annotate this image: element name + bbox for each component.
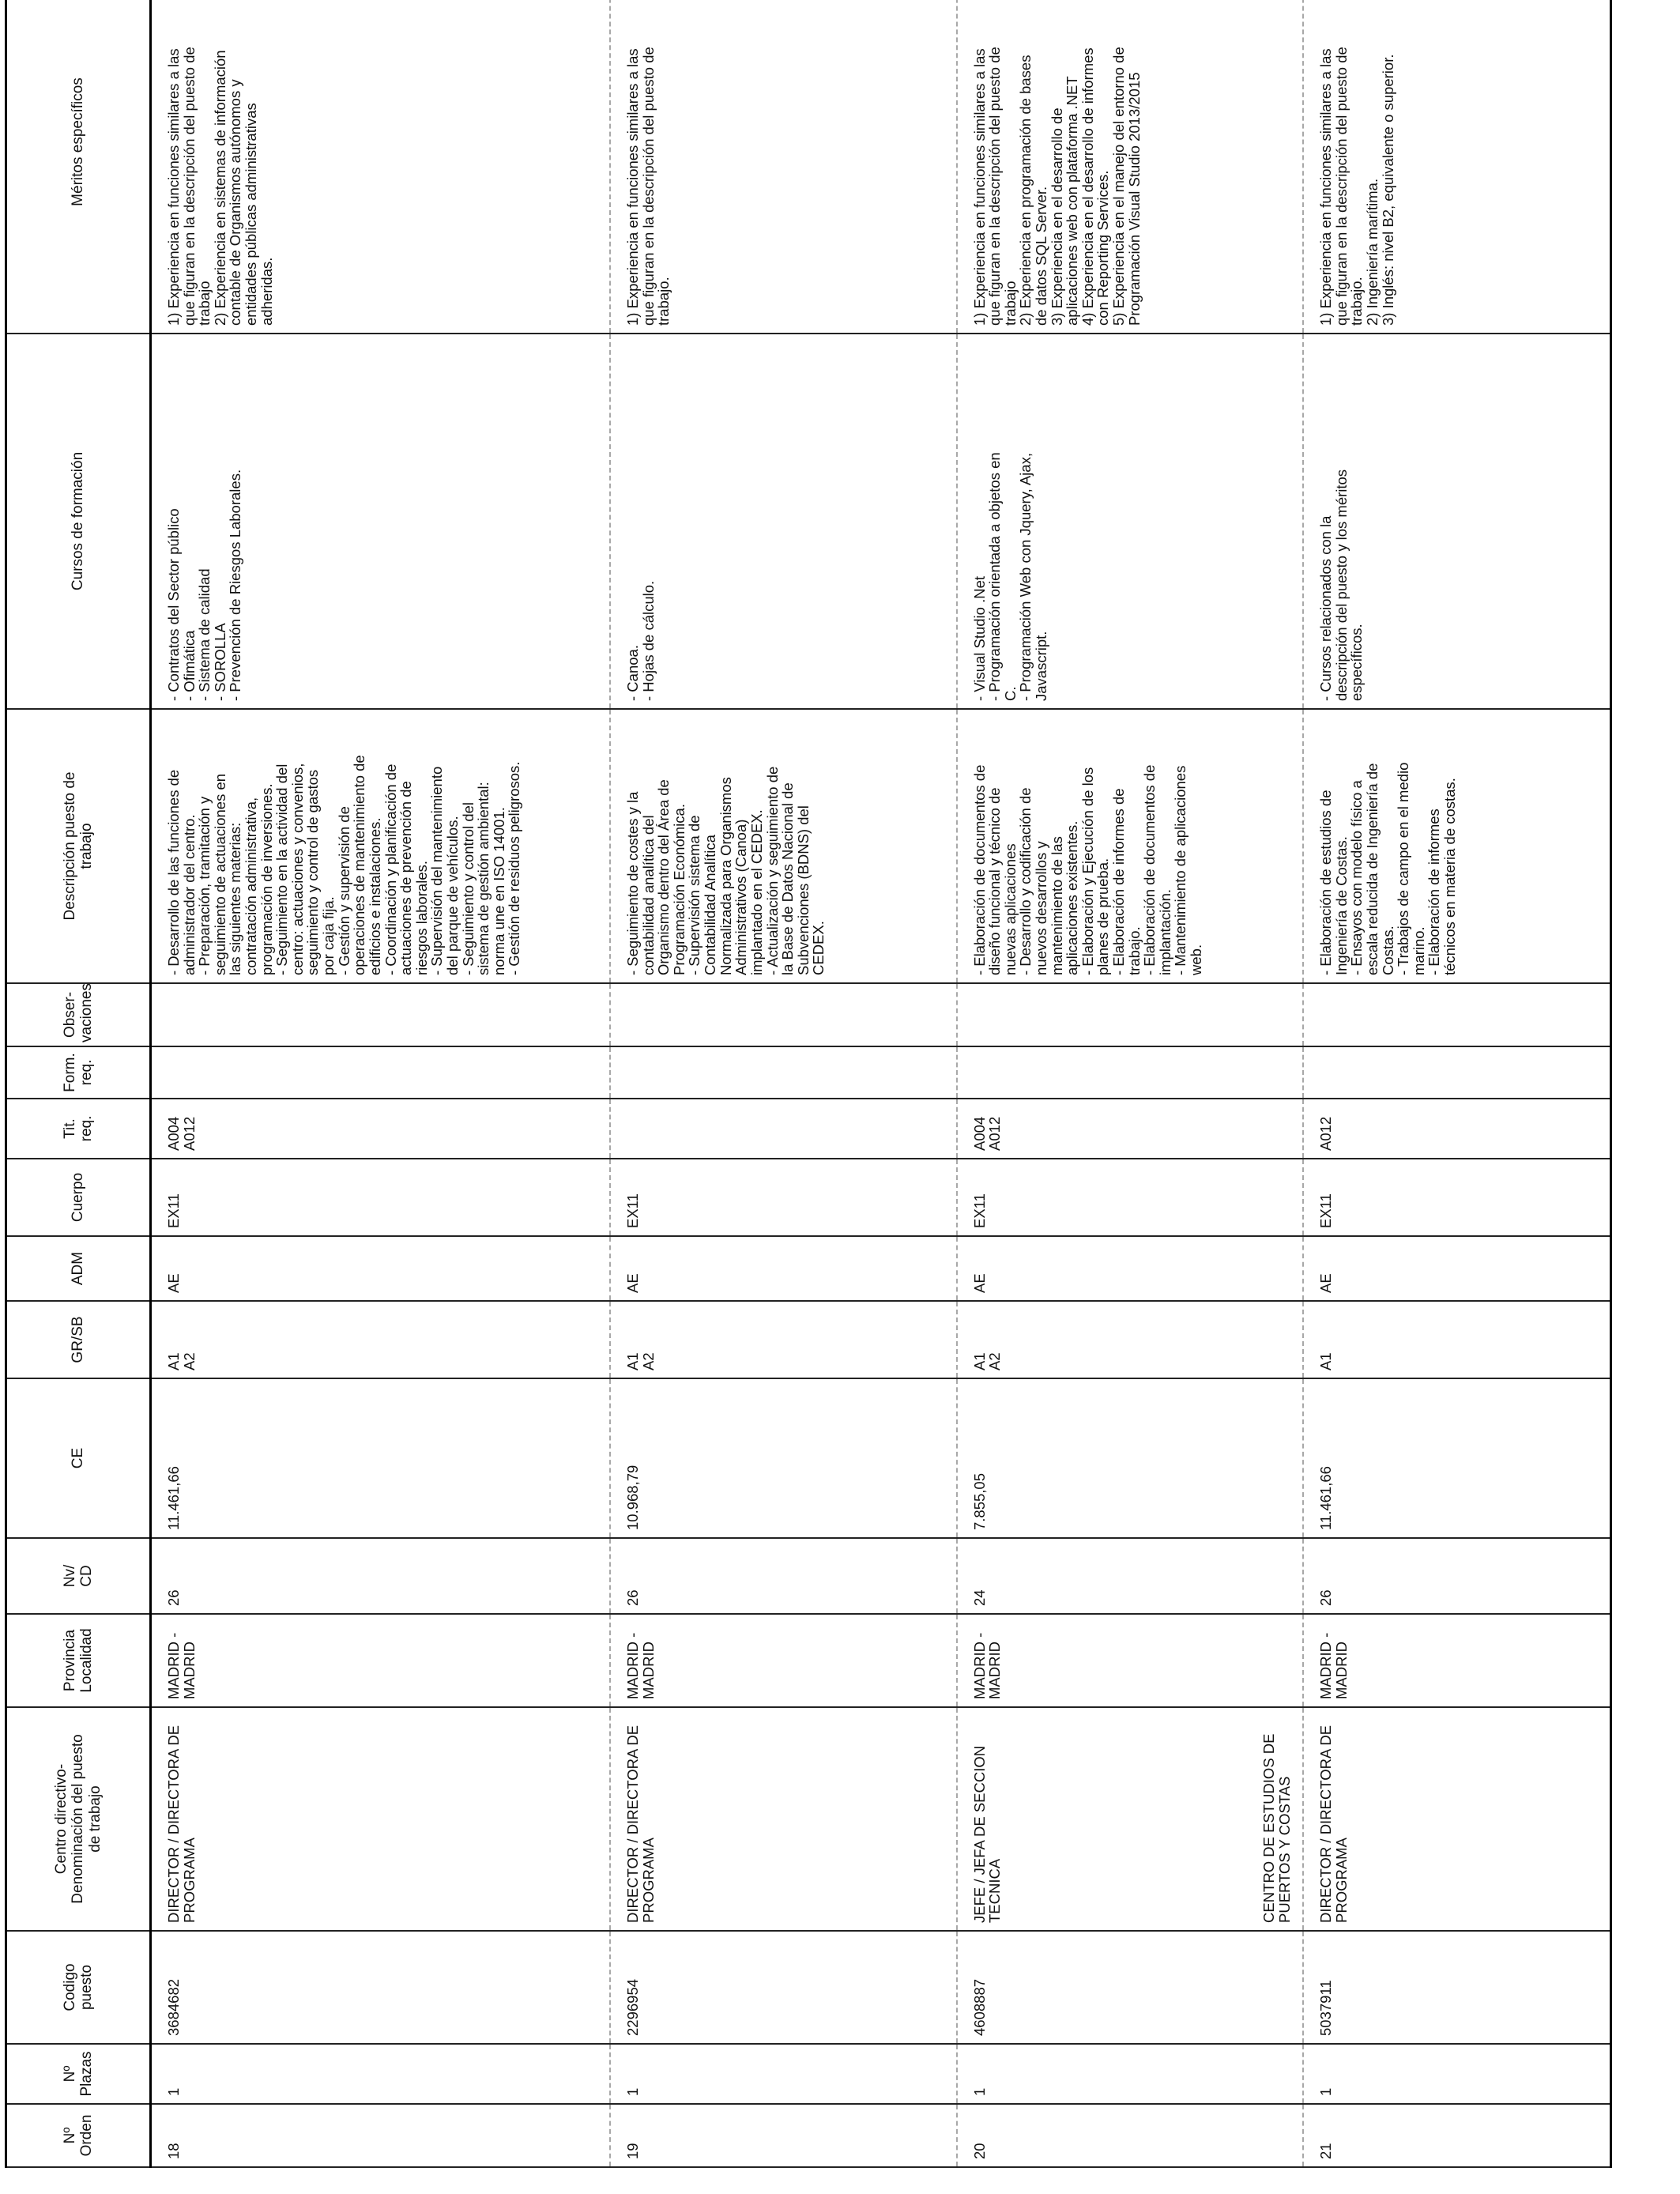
header-formacion: Form. req. [6, 1046, 151, 1099]
cell-adm: AE [957, 1236, 1304, 1301]
cell-codigo: 5037911 [1303, 1931, 1610, 2044]
cell-centro [610, 1707, 957, 1931]
cell-descripcion: - Seguimiento de costes y la contabilidad analítica del Organismo dentro del Área de Programación Económica. - Supervisión sistema de Contabilidad Analítica Normalizada para Organismos Administrativos (Canoa) implantado en el CEDEX. - Actualización y seguimiento de la Base de Datos Nacional de Subvenciones (BDNS) del CEDEX. [610, 709, 957, 983]
puesto-denominacion: DIRECTOR / DIRECTORA DE PROGRAMA [165, 1725, 198, 1923]
header-codigo: Codigo puesto [6, 1931, 151, 2044]
header-descripcion: Descripción puesto de trabajo [6, 709, 151, 983]
cell-codigo: 3684682 [151, 1931, 611, 2044]
cell-orden: 18 [151, 2104, 611, 2167]
header-grupo: GR/SB [6, 1301, 151, 1378]
cell-cuerpo: EX11 [1303, 1159, 1610, 1236]
cell-plazas: 1 [1303, 2044, 1610, 2104]
cell-orden: 21 [1303, 2104, 1610, 2167]
cell-orden: 19 [610, 2104, 957, 2167]
header-adm: ADM [6, 1236, 151, 1301]
puesto-denominacion: DIRECTOR / DIRECTORA DE PROGRAMA [1317, 1725, 1350, 1923]
cell-formacion [610, 1046, 957, 1099]
header-ce: CE [6, 1378, 151, 1538]
cell-titulacion [610, 1099, 957, 1159]
job-positions-table [5, 0, 1612, 2168]
header-centro: Centro directivo- Denominación del puesto de trabajo [6, 1707, 151, 1931]
cell-meritos: 1) Experiencia en funciones similares a las que figuran en la descripción del puesto de trabajo 2) Experiencia en sistemas de información contable de Organismos autónomos y entidades públicas administrativas adheridas. [151, 0, 611, 334]
cell-provincia: MADRID - MADRID [1303, 1614, 1610, 1707]
cell-adm: AE [1303, 1236, 1610, 1301]
header-nivel: Nv/ CD [6, 1538, 151, 1614]
header-provincia: Provincia Localidad [6, 1614, 151, 1707]
cell-plazas: 1 [610, 2044, 957, 2104]
cell-observaciones [610, 983, 957, 1046]
header-orden: Nº Orden [6, 2104, 151, 2167]
table-row [610, 0, 957, 2167]
cell-nivel: 26 [1303, 1538, 1610, 1614]
table-row [1303, 0, 1610, 2167]
cell-meritos: 1) Experiencia en funciones similares a las que figuran en la descripción del puesto de trabajo 2) Experiencia en programación de bases de datos SQL Server. 3) Experiencia en el desarrollo de aplicaciones web con plataforma .NET 4) Experiencia en el desarrollo de informes con Reporting Services. 5) Experiencia en el manejo del entorno de Programación Visual Studio 2013/2015 [957, 0, 1304, 334]
cell-cursos: - Cursos relacionados con la descripción del puesto y los méritos específicos. [1303, 334, 1610, 709]
cell-nivel: 26 [610, 1538, 957, 1614]
cell-cursos: - Canoa. - Hojas de cálculo. [610, 334, 957, 709]
header-cursos: Cursos de formación [6, 334, 151, 709]
cell-orden: 20 [957, 2104, 1304, 2167]
cell-ce: 11.461,66 [151, 1378, 611, 1538]
cell-grupo: A1 A2 [151, 1301, 611, 1378]
cell-codigo: 2296954 [610, 1931, 957, 2044]
cell-formacion [957, 1046, 1304, 1099]
puesto-denominacion: DIRECTOR / DIRECTORA DE PROGRAMA [624, 1725, 657, 1923]
cell-centro [957, 1707, 1304, 1931]
cell-nivel: 26 [151, 1538, 611, 1614]
puesto-denominacion: JEFE / JEFA DE SECCION TECNICA [970, 1745, 1004, 1923]
cell-provincia: MADRID - MADRID [957, 1614, 1304, 1707]
cell-ce: 10.968,79 [610, 1378, 957, 1538]
cell-titulacion: A004 A012 [957, 1099, 1304, 1159]
cell-cursos: - Visual Studio .Net - Programación orientada a objetos en C. - Programación Web con Jquery, Ajax, Javascript. [957, 334, 1304, 709]
cell-cursos: - Contratos del Sector público - Ofimática - Sistema de calidad - SOROLLA - Prevención de Riesgos Laborales. [151, 334, 611, 709]
cell-meritos: 1) Experiencia en funciones similares a las que figuran en la descripción del puesto de trabajo. [610, 0, 957, 334]
cell-cuerpo: EX11 [151, 1159, 611, 1236]
cell-descripcion: - Desarrollo de las funciones de administrador del centro. - Preparación, tramitación y seguimiento de actuaciones en las siguientes materias: contratación administrativa, programación de inversiones. - Seguimiento en la actividad del centro: actuaciones y convenios, seguimiento y control de gastos por caja fija. - Gestión y supervisión de operaciones de mantenimiento de edificios e instalaciones. - Coordinación y planificación de actuaciones de prevención de riesgos laborales. - Supervisión del mantenimiento del parque de vehículos. - Seguimiento y control del sistema de gestión ambiental: norma une en ISO 14001. - Gestión de residuos peligrosos. [151, 709, 611, 983]
cell-grupo: A1 A2 [610, 1301, 957, 1378]
cell-cuerpo: EX11 [957, 1159, 1304, 1236]
cell-descripcion: - Elaboración de estudios de Ingeniería de Costas. - Ensayos con modelo físico a escala reducida de Ingeniería de Costas. - Trabajos de campo en el medio marino. - Elaboración de informes técnicos en materia de costas. [1303, 709, 1610, 983]
cell-formacion [151, 1046, 611, 1099]
cell-observaciones [151, 983, 611, 1046]
table-row [151, 0, 611, 2167]
cell-nivel: 24 [957, 1538, 1304, 1614]
cell-descripcion: - Elaboración de documentos de diseño funcional y técnico de nuevas aplicaciones - Desarrollo y codificación de nuevos desarrollos y mantenimiento de las aplicaciones existentes. - Elaboración y Ejecución de los planes de prueba. - Elaboración de informes de trabajo. - Elaboración de documentos de implantación. - Mantenimiento de aplicaciones web. [957, 709, 1304, 983]
cell-titulacion: A012 [1303, 1099, 1610, 1159]
cell-ce: 7.855,05 [957, 1378, 1304, 1538]
cell-centro [1260, 1707, 1610, 1931]
header-plazas: Nº Plazas [6, 2044, 151, 2104]
header-titulacion: Tit. req. [6, 1099, 151, 1159]
cell-codigo: 4608887 [957, 1931, 1304, 2044]
cell-ce: 11.461,66 [1303, 1378, 1610, 1538]
cell-adm: AE [151, 1236, 611, 1301]
cell-plazas: 1 [151, 2044, 611, 2104]
cell-formacion [1303, 1046, 1610, 1099]
cell-grupo: A1 A2 [957, 1301, 1304, 1378]
cell-centro [151, 1707, 611, 1931]
cell-grupo: A1 [1303, 1301, 1610, 1378]
cell-provincia: MADRID - MADRID [151, 1614, 611, 1707]
header-cuerpo: Cuerpo [6, 1159, 151, 1236]
header-meritos: Méritos específicos [6, 0, 151, 334]
cell-provincia: MADRID - MADRID [610, 1614, 957, 1707]
header-observaciones: Obser- vaciones [6, 983, 151, 1046]
cell-observaciones [1303, 983, 1610, 1046]
cell-meritos: 1) Experiencia en funciones similares a las que figuran en la descripción del puesto de trabajo. 2) Ingeniería marítima. 3) Inglés: nivel B2, equivalente o superior. [1303, 0, 1610, 334]
cell-adm: AE [610, 1236, 957, 1301]
cell-titulacion: A004 A012 [151, 1099, 611, 1159]
table-row [957, 0, 1304, 2167]
cell-cuerpo: EX11 [610, 1159, 957, 1236]
centro-directivo: CENTRO DE ESTUDIOS DE PUERTOS Y COSTAS [1260, 1733, 1293, 1923]
cell-observaciones [957, 983, 1304, 1046]
cell-plazas: 1 [957, 2044, 1304, 2104]
header-row [6, 0, 151, 2167]
